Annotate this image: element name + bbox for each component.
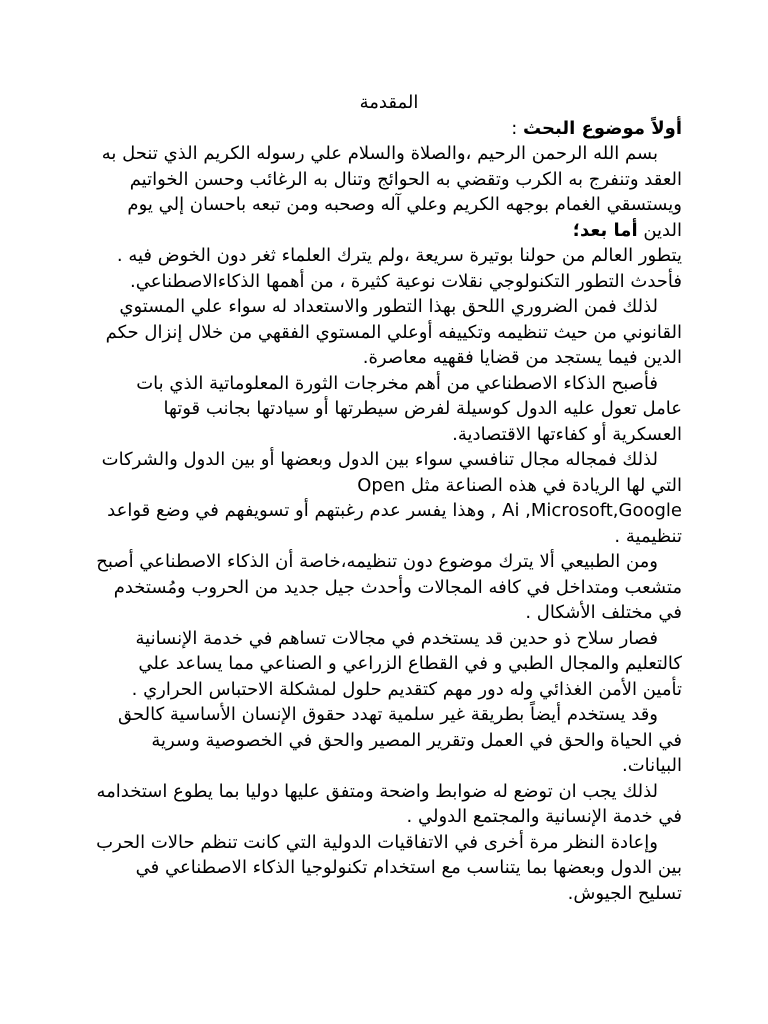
section-heading-colon: : — [511, 117, 523, 139]
amma-baad-bold: أما بعد؛ — [572, 219, 638, 241]
paragraph-6-latin-open: Open — [357, 474, 406, 496]
paragraph-basmala-text: بسم الله الرحمن الرحيم ،والصلاة والسلام علي رسوله الكريم الذي تنحل به العقد وتنفرج به الكرب وتقضي به الحوائج وتنال به الرغائب وحسن الخواتيم ويستسقي الغمام بوجهه الكريم وعلي آله وصحبه ومن تبعه باحسان إلي يوم الدين — [101, 143, 682, 241]
paragraph-6-part2: , وهذا يفسر عدم رغبتهم أو تسويفهم في وضع قواعد تنظيمية . — [107, 500, 682, 547]
document-title: المقدمة — [359, 92, 419, 113]
paragraph-9: وقد يستخدم أيضاً بطريقة غير سلمية تهدد حقوق الإنسان الأساسية كالحق في الحياة والحق في العمل وتقرير المصير والحق في الخصوصية وسرية البيانات. — [117, 704, 682, 776]
document-page — [96, 90, 682, 906]
paragraph-2: يتطور العالم من حولنا بوتيرة سريعة ،ولم يترك العلماء ثغر دون الخوض فيه . — [116, 245, 682, 266]
paragraph-6-part1: لذلك فمجاله مجال تنافسي سواء بين الدول وبعضها أو بين الدول والشركات التي لها الريادة في هذه الصناعة مثل — [101, 449, 682, 496]
paragraph-6 — [96, 447, 682, 549]
paragraph-6-latin-companies: Ai ,Microsoft,Google — [502, 500, 682, 521]
paragraph-basmala — [96, 141, 682, 243]
paragraph-7: ومن الطبيعي ألا يترك موضوع دون تنظيمه،خاصة أن الذكاء الاصطناعي أصبح متشعب ومتداخل في كافه المجالات وأحدث جيل جديد من الحروب ومُستخدم في مختلف الأشكال . — [96, 551, 682, 623]
paragraph-5: فأصبح الذكاء الاصطناعي من أهم مخرجات الثورة المعلوماتية الذي بات عامل تعول عليه الدول كوسيلة لفرض سيطرتها أو سيادتها بجانب قوتها العسكرية أو كفاءتها الاقتصادية. — [136, 372, 682, 445]
section-heading: أولاً موضوع البحث — [522, 117, 682, 139]
paragraph-3: فأحدث التطور التكنولوجي نقلات نوعية كثيرة ، من أهمها الذكاءالاصطناعي. — [130, 270, 682, 292]
paragraph-11: وإعادة النظر مرة أخرى في الاتفاقيات الدولية التي كانت تنظم حالات الحرب بين الدول وبعضها بما يتناسب مع استخدام تكنولوجيا الذكاء الاصطناعي في تسليح الجيوش. — [96, 831, 682, 904]
paragraph-4: لذلك فمن الضروري اللحق بهذا التطور والاستعداد له سواء علي المستوي القانوني من حيث تنظيمه وتكييفه أوعلي المستوي الفقهي من خلال إنزال حكم الدين فيما يستجد من قضايا فقهيه معاصرة. — [105, 296, 682, 368]
paragraph-8: فصار سلاح ذو حدين قد يستخدم في مجالات تساهم في خدمة الإنسانية كالتعليم والمجال الطبي و في القطاع الزراعي و الصناعي مما يساعد علي تأمين الأمن الغذائي وله دور مهم كتقديم حلول لمشكلة الاحتباس الحراري . — [131, 627, 682, 700]
section-heading-line — [96, 116, 682, 142]
paragraph-10: لذلك يجب ان توضع له ضوابط واضحة ومتفق عليها دوليا بما يطوع استخدامه في خدمة الإنسانية والمجتمع الدولي . — [96, 780, 682, 827]
